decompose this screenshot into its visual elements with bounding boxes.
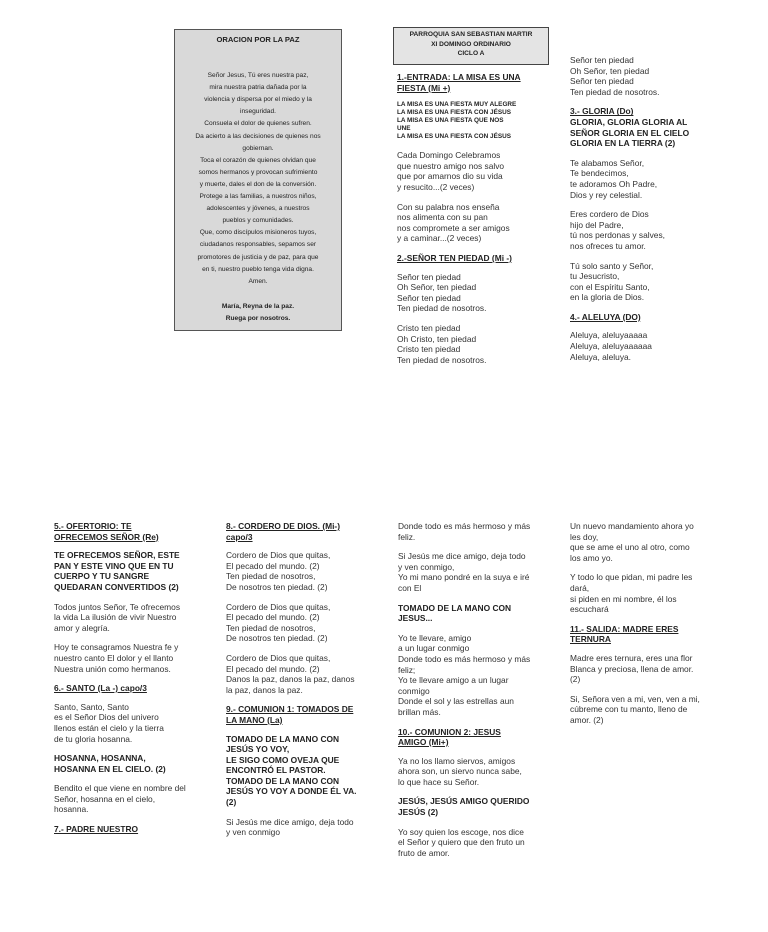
gloria-verse-2: Eres cordero de Dios hijo del Padre, tú nos perdonas y salves, nos ofreces tu amor. [570,209,665,251]
comunion-2-chorus: JESÚS, JESÚS AMIGO QUERIDO JESÚS (2) [398,796,530,818]
santo-verse-1: Santo, Santo, Santo es el Señor Dios del univero llenos están el cielo y la tierra de tu gloria hosanna. [54,701,164,744]
piedad-verse-1: Señor ten piedad Oh Señor, ten piedad Señor ten piedad Ten piedad de nosotros. [397,271,487,314]
comunion-1-verse-cont: Donde todo es más hermoso y más feliz. [398,521,531,542]
comunion-1-verse-3: Yo te llevare, amigo a un lugar conmigo Donde todo es más hermoso y más feliz; Yo te llevare amigo a un lugar conmigo Donde el sol y las estrellas aun brillan más. [398,632,531,717]
comunion-1-verse: Si Jesús me dice amigo, deja todo y ven conmigo [226,816,354,838]
entrada-title: 1.-ENTRADA: LA MISA ES UNA FIESTA (Mi +) [397,72,521,93]
comunion-2-verse-1: Ya no los llamo siervos, amigos ahora son, un siervo nunca sabe, lo que hace su Señor. [398,755,522,787]
salida-verse-1: Madre eres ternura, eres una flor Blanca y preciosa, llena de amor. (2) [570,652,694,685]
cordero-verse-1: Cordero de Dios que quitas, El pecado del mundo. (2) Ten piedad de nosotros, De nosotros ten piedad. (2) [226,550,331,592]
comunion-1-verse-2: Si Jesús me dice amigo, deja todo y ven conmigo, Yo mi mano pondré en la suya e iré con El [398,551,530,593]
column-bottom-4 [570,521,718,735]
comunion-2-verse-4: Y todo lo que pidan, mi padre les dará, si piden en mi nombre, él los escuchará [570,572,693,615]
cordero-title: 8.- CORDERO DE DIOS. (Mi-) capo/3 [226,521,340,542]
prayer-signature: María, Reyna de la paz. Ruega por nosotros. [221,302,295,322]
gloria-verse-3: Tú solo santo y Señor, tu Jesucristo, con el Espíritu Santo, en la gloria de Dios. [570,260,654,303]
comunion-2-verse-2: Yo soy quien los escoge, nos dice el Señor y quiero que den fruto un fruto de amor. [398,826,525,858]
ofertorio-title: 5.- OFERTORIO: TE OFRECEMOS SEÑOR (Re) [54,521,159,542]
aleluya-title: 4.- ALELUYA (DO) [570,311,641,322]
ofertorio-chorus: TE OFRECEMOS SEÑOR, ESTE PAN Y ESTE VINO QUE EN TU CUERPO Y TU SANGRE QUEDARAN CONVERTIDOS (2) [54,550,180,592]
comunion-2-verse-3: Un nuevo mandamiento ahora yo les doy, que se ame el uno al otro, como los amo yo. [570,521,694,563]
comunion-2-title: 10.- COMUNION 2: JESUS AMIGO (Mi+) [398,726,501,748]
aleluya-verse: Aleluya, aleluyaaaaa Aleluya, aleluyaaaaaa Aleluya, aleluya. [570,330,652,362]
comunion-1-chorus: TOMADO DE LA MANO CON JESÚS YO VOY, LE SIGO COMO OVEJA QUE ENCONTRÓ EL PASTOR. TOMADO DE LA MANO CON JESÚS YO VOY A DONDE ÉL VA. (2) [226,733,357,808]
ofertorio-verse-2: Hoy te consagramos Nuestra fe y nuestro canto El dolor y el llanto Nuestra unión como hermanos. [54,642,179,674]
parish-header: PARROQUIA SAN SEBASTIAN MARTIR XI DOMINGO ORDINARIO CICLO A [393,27,549,65]
comunion-1-title: 9.- COMUNION 1: TOMADOS DE LA MANO (La) [226,704,354,725]
ofertorio-verse-1: Todos juntos Señor, Te ofrecemos la vida La ilusión de vivir Nuestro amor y alegría. [54,601,181,633]
column-top-right [570,55,720,371]
gloria-verse-1: Te alabamos Señor, Te bendecimos, te adoramos Oh Padre, Dios y rey celestial. [570,157,658,200]
prayer-body: Señor Jesus, Tú eres nuestra paz, mira nuestra patria dañada por la violencia y dispersa por el miedo y la inseguridad. Consuela el dolor de quienes sufren. Da acierto a las decisiones de quienes nos gobiernan. Toca el corazón de quienes olvidan que somos hermanos y provocan sufrimiento y muerte, dales el don de la conversión. Protege a las familias, a nuestros niños, adolescentes y jóvenes, a nuestros pueblos y comunidades. Que, como discípulos misioneros tuyos, ciudadanos responsables, sepamos ser promotores de justicia y de paz, para que en ti, nuestro pueblo tenga vida digna. Amen. [195,72,321,285]
piedad-verse-3: Señor ten piedad Oh Señor, ten piedad Señor ten piedad Ten piedad de nosotros. [570,55,660,97]
gloria-title: 3.- GLORIA (Do) [570,106,634,117]
comunion-1-chorus-ref: TOMADO DE LA MANO CON JESUS... [398,602,512,624]
cordero-verse-2: Cordero de Dios que quitas, El pecado del mundo. (2) Ten piedad de nosotros, De nosotros ten piedad. (2) [226,601,331,644]
santo-verse-2: Bendito el que viene en nombre del Señor, hosanna en el cielo, hosanna. [54,783,186,815]
column-bottom-1 [54,521,204,843]
piedad-title: 2.-SEÑOR TEN PIEDAD (Mi -) [397,252,512,263]
cordero-verse-3: Cordero de Dios que quitas, El pecado del mundo. (2) Danos la paz, danos la paz, danos la paz, danos la paz. [226,652,355,695]
salida-verse-2: Si, Señora ven a mi, ven, ven a mi, cúbreme con tu manto, lleno de amor. (2) [570,693,700,725]
padre-nuestro-title: 7.- PADRE NUESTRO [54,824,139,835]
santo-title: 6.- SANTO (La -) capo/3 [54,683,147,694]
prayer-title: ORACION POR LA PAZ [216,35,300,44]
entrada-verse-1: Cada Domingo Celebramos que nuestro amigo nos salvo que por amarnos dio su vida y resucito...(2 veces) [397,150,505,192]
prayer-box [174,29,342,331]
entrada-chorus: LA MISA ES UNA FIESTA MUY ALEGRE LA MISA ES UNA FIESTA CON JÉSUS LA MISA ES UNA FIESTA QUE NOS UNE LA MISA ES UNA FIESTA CON JÉSUS [397,101,517,141]
santo-chorus: HOSANNA, HOSANNA, HOSANNA EN EL CIELO. (2) [54,753,166,774]
piedad-verse-2: Cristo ten piedad Oh Cristo, ten piedad Cristo ten piedad Ten piedad de nosotros. [397,322,487,365]
column-bottom-2 [226,521,374,847]
column-bottom-3 [398,521,548,867]
entrada-verse-2: Con su palabra nos enseña nos alimenta con su pan nos compromete a ser amigos y a caminar...(2 veces) [397,201,510,244]
salida-title: 11.- SALIDA: MADRE ERES TERNURA [570,623,679,645]
column-top-middle [397,72,547,374]
gloria-chorus: GLORIA, GLORIA GLORIA AL SEÑOR GLORIA EN EL CIELO GLORIA EN LA TIERRA (2) [570,116,690,149]
